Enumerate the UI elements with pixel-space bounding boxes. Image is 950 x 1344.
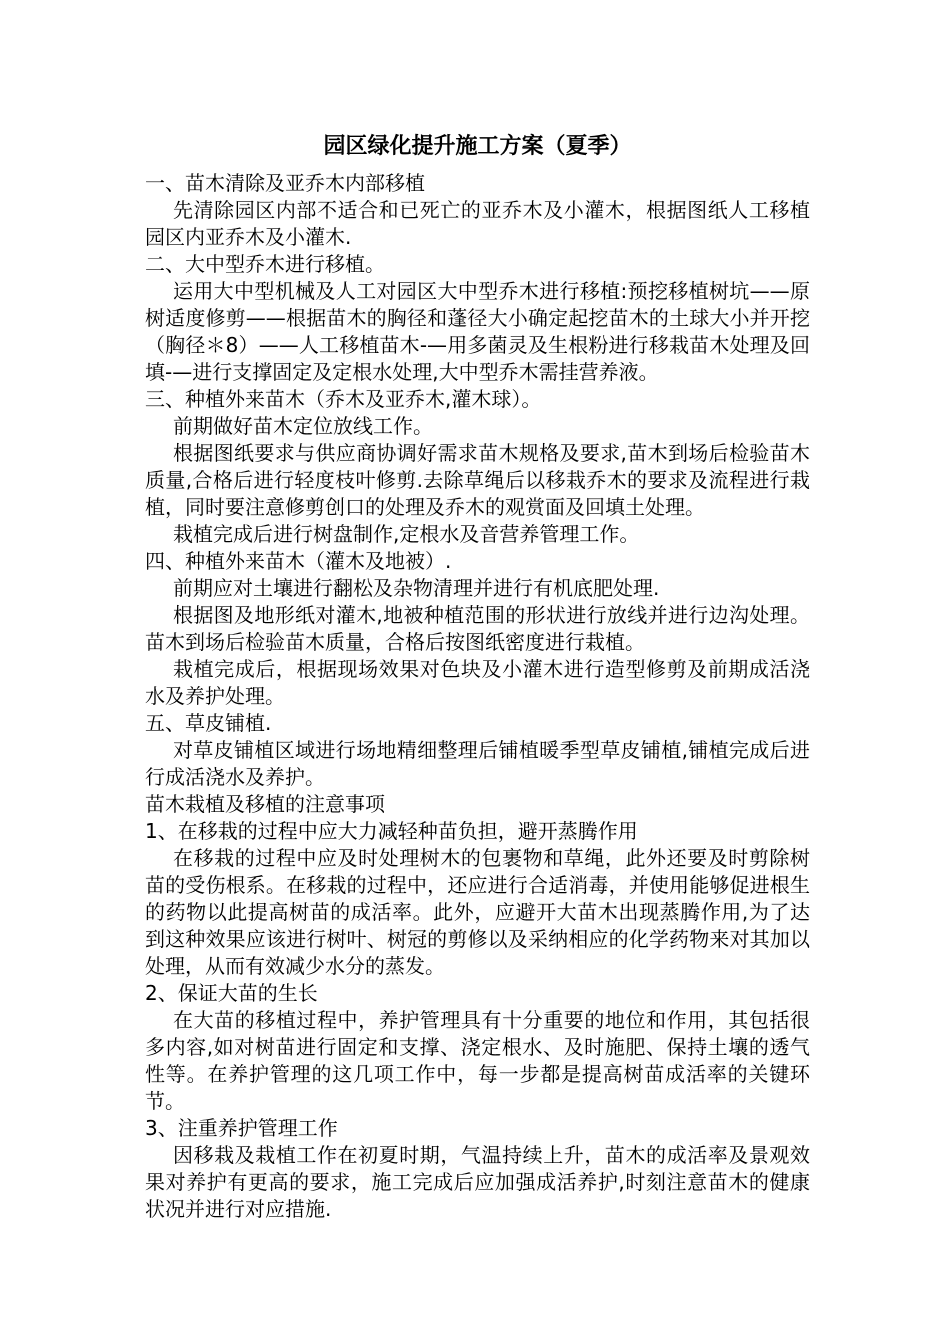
paragraph: 先清除园区内部不适合和已死亡的亚乔木及小灌木，根据图纸人工移植园区内亚乔木及小灌木.: [145, 198, 810, 249]
section-heading: 苗木栽植及移植的注意事项: [145, 792, 385, 816]
section-heading: 一、苗木清除及亚乔木内部移植: [145, 171, 425, 195]
paragraph: 栽植完成后进行树盘制作,定根水及音营养管理工作。: [173, 522, 640, 546]
section-heading: 四、种植外来苗木（灌木及地被）.: [145, 549, 452, 573]
section-heading: 三、种植外来苗木（乔木及亚乔木,灌木球）。: [145, 387, 542, 411]
paragraph: 在大苗的移植过程中，养护管理具有十分重要的地位和作用，其包括很多内容,如对树苗进行固定和支撑、浇定根水、及时施肥、保持土壤的透气性等。在养护管理的这几项工作中，每一步都是提高树苗成活率的关键环节。: [145, 1008, 810, 1113]
section-heading: 五、草皮铺植.: [145, 711, 272, 735]
paragraph: 运用大中型机械及人工对园区大中型乔木进行移植:预挖移植树坑——原树适度修剪——根据苗木的胸径和蓬径大小确定起挖苗木的土球大小并开挖（胸径＊8）——人工移植苗木-—用多菌灵及生根粉进行移栽苗木处理及回填-—进行支撑固定及定根水处理,大中型乔木需挂营养液。: [145, 279, 810, 384]
section-heading: 2、保证大苗的生长: [145, 981, 318, 1005]
section-heading: 3、注重养护管理工作: [145, 1116, 338, 1140]
paragraph: 对草皮铺植区域进行场地精细整理后铺植暖季型草皮铺植,铺植完成后进行成活浇水及养护。: [145, 738, 810, 789]
paragraph: 因移栽及栽植工作在初夏时期，气温持续上升，苗木的成活率及景观效果对养护有更高的要求，施工完成后应加强成活养护,时刻注意苗木的健康状况并进行对应措施.: [145, 1143, 810, 1221]
section-heading: 二、大中型乔木进行移植。: [145, 252, 385, 276]
document-body: [145, 170, 810, 1223]
paragraph: 前期做好苗木定位放线工作。: [173, 414, 433, 438]
paragraph: 根据图纸要求与供应商协调好需求苗木规格及要求,苗木到场后检验苗木质量,合格后进行轻度枝叶修剪.去除草绳后以移栽乔木的要求及流程进行栽植，同时要注意修剪创口的处理及乔木的观赏面及回填土处理。: [145, 441, 810, 519]
paragraph: 前期应对土壤进行翻松及杂物清理并进行有机底肥处理.: [173, 576, 660, 600]
paragraph: 在移栽的过程中应及时处理树木的包裹物和草绳，此外还要及时剪除树苗的受伤根系。在移栽的过程中，还应进行合适消毒，并使用能够促进根生的药物以此提高树苗的成活率。此外，应避开大苗木出现蒸腾作用,为了达到这种效果应该进行树叶、树冠的剪修以及采纳相应的化学药物来对其加以处理，从而有效减少水分的蒸发。: [145, 846, 810, 978]
paragraph: 栽植完成后，根据现场效果对色块及小灌木进行造型修剪及前期成活浇水及养护处理。: [145, 657, 810, 708]
document-page: [145, 130, 810, 1223]
document-title: 园区绿化提升施工方案（夏季）: [323, 134, 632, 159]
section-heading: 1、在移栽的过程中应大力减轻种苗负担，避开蒸腾作用: [145, 819, 638, 843]
paragraph: 根据图及地形纸对灌木,地被种植范围的形状进行放线并进行边沟处理。苗木到场后检验苗木质量，合格后按图纸密度进行栽植。: [145, 603, 810, 654]
